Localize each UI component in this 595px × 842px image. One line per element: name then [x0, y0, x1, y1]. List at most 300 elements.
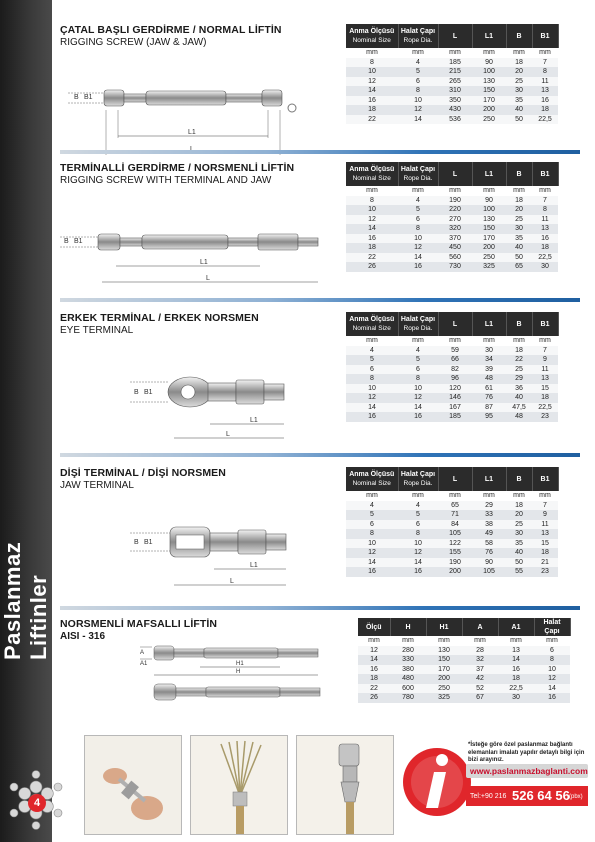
- table-cell: 40: [506, 105, 532, 115]
- table-cell: 320: [438, 224, 472, 234]
- table-cell: 12: [398, 548, 438, 558]
- table-cell: 8: [398, 224, 438, 234]
- unit-cell: mm: [346, 186, 398, 196]
- table-cell: 71: [438, 510, 472, 520]
- table-header-rope: Halat Çapı Rope Dia.: [398, 312, 438, 336]
- table-cell: 90: [472, 196, 506, 206]
- table-cell: 5: [346, 510, 398, 520]
- table-row: [346, 567, 558, 577]
- table-header: A1: [498, 618, 534, 636]
- spec-table: [346, 467, 559, 577]
- table-cell: 5: [398, 510, 438, 520]
- sidebar: [0, 0, 52, 842]
- unit-cell: mm: [506, 336, 532, 346]
- table-header-B1: B1: [532, 24, 558, 48]
- table-cell: 5: [398, 205, 438, 215]
- svg-text:H: H: [236, 669, 241, 675]
- table-row: [346, 346, 558, 356]
- table-row: [346, 253, 558, 263]
- table-cell: 13: [532, 86, 558, 96]
- unit-cell: mm: [346, 336, 398, 346]
- section-divider: [60, 453, 580, 457]
- table-cell: 29: [472, 501, 506, 511]
- sidebar-title: Paslanmaz Liftinler: [0, 541, 51, 660]
- table-cell: 270: [438, 215, 472, 225]
- table-row: [358, 655, 570, 665]
- svg-text:L: L: [226, 431, 230, 438]
- table-cell: 61: [472, 384, 506, 394]
- table-cell: 9: [532, 510, 558, 520]
- table-cell: 20: [506, 67, 532, 77]
- table-row: [346, 86, 558, 96]
- svg-text:A: A: [140, 650, 145, 656]
- table-cell: 29: [506, 374, 532, 384]
- unit-cell: mm: [532, 48, 558, 58]
- table-cell: 14: [358, 655, 390, 665]
- table-cell: 38: [472, 520, 506, 530]
- table-cell: 10: [346, 539, 398, 549]
- table-cell: 87: [472, 403, 506, 413]
- table-cell: 96: [438, 374, 472, 384]
- table-cell: 16: [346, 567, 398, 577]
- unit-cell: mm: [438, 48, 472, 58]
- table-cell: 30: [506, 529, 532, 539]
- section-title: DİŞİ TERMİNAL / DİŞİ NORSMEN: [60, 467, 226, 479]
- table-cell: 4: [346, 501, 398, 511]
- table-row: [346, 67, 558, 77]
- spec-table: [346, 162, 559, 272]
- section-subtitle: JAW TERMINAL: [60, 480, 134, 491]
- table-cell: 23: [532, 567, 558, 577]
- table-row: [346, 412, 558, 422]
- table-cell: 90: [472, 58, 506, 68]
- table-header-size: Anma Ölçüsü Nominal Size: [346, 24, 398, 48]
- table-cell: 11: [532, 365, 558, 375]
- table-cell: 18: [506, 501, 532, 511]
- table-cell: 200: [438, 567, 472, 577]
- table-cell: 11: [532, 215, 558, 225]
- table-row: [346, 403, 558, 413]
- table-cell: 536: [438, 115, 472, 125]
- section-terminal-jaw: [60, 162, 580, 292]
- table-cell: 14: [398, 403, 438, 413]
- table-cell: 33: [472, 510, 506, 520]
- table-cell: 8: [346, 58, 398, 68]
- table-cell: 430: [438, 105, 472, 115]
- table-cell: 480: [390, 674, 426, 684]
- table-cell: 10: [398, 539, 438, 549]
- table-cell: 20: [506, 205, 532, 215]
- table-cell: 35: [506, 539, 532, 549]
- table-row: [346, 539, 558, 549]
- table-cell: 16: [498, 665, 534, 675]
- table-cell: 8: [534, 655, 570, 665]
- table-header-B: B: [506, 24, 532, 48]
- table-cell: 34: [472, 355, 506, 365]
- table-cell: 150: [426, 655, 462, 665]
- section-subtitle: EYE TERMINAL: [60, 325, 134, 336]
- table-cell: 14: [498, 655, 534, 665]
- table-header-L: L: [438, 162, 472, 186]
- table-cell: 22: [506, 355, 532, 365]
- unit-cell: mm: [472, 336, 506, 346]
- table-cell: 16: [346, 412, 398, 422]
- unit-cell: mm: [398, 491, 438, 501]
- phone-suffix: (pbx): [569, 794, 583, 800]
- table-cell: 12: [346, 215, 398, 225]
- table-row: [346, 374, 558, 384]
- section-toggle-rigging: [60, 618, 580, 730]
- unit-cell: mm: [398, 336, 438, 346]
- svg-text:L: L: [230, 578, 234, 585]
- section-jaw-terminal: [60, 467, 580, 602]
- table-cell: 18: [532, 243, 558, 253]
- table-cell: 18: [498, 674, 534, 684]
- table-cell: 215: [438, 67, 472, 77]
- table-cell: 380: [390, 665, 426, 675]
- table-cell: 95: [472, 412, 506, 422]
- table-cell: 12: [398, 393, 438, 403]
- table-cell: 25: [506, 77, 532, 87]
- unit-cell: mm: [398, 48, 438, 58]
- table-cell: 265: [438, 77, 472, 87]
- unit-cell: mm: [506, 491, 532, 501]
- table-header-L: L: [438, 24, 472, 48]
- table-cell: 21: [532, 558, 558, 568]
- section-subtitle: RIGGING SCREW WITH TERMINAL AND JAW: [60, 175, 272, 186]
- table-cell: 14: [346, 224, 398, 234]
- table-cell: 150: [472, 86, 506, 96]
- table-cell: 330: [390, 655, 426, 665]
- table-cell: 16: [398, 262, 438, 272]
- table-row: [346, 58, 558, 68]
- table-cell: 6: [398, 520, 438, 530]
- table-header-B1: B1: [532, 312, 558, 336]
- table-cell: 105: [472, 567, 506, 577]
- table-row: [358, 684, 570, 694]
- table-cell: 13: [532, 374, 558, 384]
- table-cell: 35: [506, 234, 532, 244]
- eye-terminal-drawing: [130, 366, 345, 446]
- svg-text:A1: A1: [140, 661, 148, 667]
- table-cell: 190: [438, 558, 472, 568]
- phone-number[interactable]: 526 64 56: [512, 788, 570, 803]
- table-cell: 10: [398, 96, 438, 106]
- table-cell: 16: [346, 234, 398, 244]
- table-header-size: Anma Ölçüsü Nominal Size: [346, 312, 398, 336]
- table-header-B: B: [506, 467, 532, 491]
- jaw-terminal-drawing: [130, 517, 345, 597]
- table-cell: 18: [346, 105, 398, 115]
- table-cell: 200: [426, 674, 462, 684]
- table-row: [346, 501, 558, 511]
- section-divider: [60, 298, 580, 302]
- table-cell: 16: [346, 96, 398, 106]
- section-eye-terminal: [60, 312, 580, 447]
- unit-cell: mm: [532, 491, 558, 501]
- table-row: [346, 365, 558, 375]
- table-row: [346, 105, 558, 115]
- table-cell: 18: [358, 674, 390, 684]
- table-header-B: B: [506, 162, 532, 186]
- table-cell: 65: [438, 501, 472, 511]
- table-cell: 10: [398, 234, 438, 244]
- table-row: [358, 646, 570, 656]
- table-cell: 14: [398, 558, 438, 568]
- svg-text:B: B: [74, 94, 79, 101]
- table-row: [358, 693, 570, 703]
- svg-text:L1: L1: [188, 129, 196, 136]
- table-cell: 18: [346, 243, 398, 253]
- svg-text:B1: B1: [74, 238, 83, 245]
- table-cell: 6: [398, 365, 438, 375]
- table-row: [346, 243, 558, 253]
- svg-text:L1: L1: [200, 259, 208, 266]
- svg-text:B: B: [134, 539, 139, 546]
- unit-cell: mm: [426, 636, 462, 646]
- table-cell: 30: [506, 86, 532, 96]
- table-cell: 35: [506, 96, 532, 106]
- table-cell: 560: [438, 253, 472, 263]
- table-cell: 250: [472, 115, 506, 125]
- table-cell: 59: [438, 346, 472, 356]
- photo-wire-strands: [190, 735, 288, 835]
- table-header-rope: Halat Çapı Rope Dia.: [398, 467, 438, 491]
- unit-cell: mm: [398, 186, 438, 196]
- table-cell: 310: [438, 86, 472, 96]
- table-cell: 4: [398, 58, 438, 68]
- table-cell: 8: [398, 86, 438, 96]
- table-cell: 325: [426, 693, 462, 703]
- table-cell: 22,5: [498, 684, 534, 694]
- table-cell: 8: [398, 529, 438, 539]
- table-cell: 730: [438, 262, 472, 272]
- table-cell: 11: [532, 520, 558, 530]
- table-header: H: [390, 618, 426, 636]
- svg-text:B: B: [64, 238, 69, 245]
- table-cell: 10: [346, 384, 398, 394]
- table-cell: 185: [438, 412, 472, 422]
- table-cell: 30: [498, 693, 534, 703]
- table-cell: 220: [438, 205, 472, 215]
- table-cell: 122: [438, 539, 472, 549]
- table-cell: 48: [472, 374, 506, 384]
- table-cell: 49: [472, 529, 506, 539]
- table-cell: 50: [506, 253, 532, 263]
- table-cell: 22: [358, 684, 390, 694]
- table-cell: 48: [506, 412, 532, 422]
- table-cell: 105: [438, 529, 472, 539]
- table-cell: 600: [390, 684, 426, 694]
- table-cell: 66: [438, 355, 472, 365]
- table-cell: 7: [532, 196, 558, 206]
- unit-cell: mm: [506, 186, 532, 196]
- table-cell: 200: [472, 105, 506, 115]
- table-cell: 350: [438, 96, 472, 106]
- unit-cell: mm: [472, 491, 506, 501]
- table-cell: 40: [506, 243, 532, 253]
- table-cell: 5: [346, 355, 398, 365]
- table-cell: 84: [438, 520, 472, 530]
- unit-cell: mm: [438, 491, 472, 501]
- table-cell: 13: [532, 529, 558, 539]
- table-cell: 370: [438, 234, 472, 244]
- contact-ad: [400, 738, 590, 824]
- svg-text:L: L: [206, 275, 210, 282]
- table-cell: 26: [346, 262, 398, 272]
- table-cell: 14: [346, 86, 398, 96]
- table-cell: 170: [472, 96, 506, 106]
- unit-cell: mm: [346, 491, 398, 501]
- table-cell: 10: [398, 384, 438, 394]
- website-link[interactable]: www.paslanmazbaglanti.com: [470, 766, 588, 776]
- table-cell: 8: [346, 529, 398, 539]
- table-row: [346, 77, 558, 87]
- table-cell: 18: [506, 58, 532, 68]
- table-cell: 130: [426, 646, 462, 656]
- table-row: [346, 215, 558, 225]
- svg-text:B1: B1: [144, 389, 153, 396]
- table-cell: 250: [472, 253, 506, 263]
- table-cell: 14: [346, 403, 398, 413]
- table-cell: 14: [398, 253, 438, 263]
- table-cell: 6: [346, 520, 398, 530]
- table-row: [346, 548, 558, 558]
- table-cell: 28: [462, 646, 498, 656]
- table-cell: 15: [532, 384, 558, 394]
- table-cell: 16: [398, 412, 438, 422]
- unit-cell: mm: [506, 48, 532, 58]
- table-cell: 120: [438, 384, 472, 394]
- section-divider: [60, 606, 580, 610]
- table-header-B1: B1: [532, 467, 558, 491]
- table-cell: 58: [472, 539, 506, 549]
- table-cell: 25: [506, 215, 532, 225]
- unit-cell: mm: [390, 636, 426, 646]
- table-cell: 130: [472, 215, 506, 225]
- table-row: [358, 665, 570, 675]
- table-header-L1: L1: [472, 467, 506, 491]
- table-row: [346, 115, 558, 125]
- table-cell: 12: [346, 393, 398, 403]
- table-cell: 42: [462, 674, 498, 684]
- table-cell: 6: [398, 215, 438, 225]
- table-cell: 22,5: [532, 253, 558, 263]
- table-cell: 10: [346, 205, 398, 215]
- table-row: [346, 393, 558, 403]
- table-cell: 76: [472, 393, 506, 403]
- unit-cell: mm: [462, 636, 498, 646]
- table-cell: 25: [506, 520, 532, 530]
- table-header: Ölçü: [358, 618, 390, 636]
- table-row: [346, 234, 558, 244]
- table-cell: 4: [346, 346, 398, 356]
- table-cell: 9: [532, 355, 558, 365]
- table-cell: 50: [506, 558, 532, 568]
- section-title: TERMİNALLİ GERDİRME / NORSMENLİ LİFTİN: [60, 162, 295, 174]
- spec-table: [346, 312, 559, 422]
- table-cell: 30: [472, 346, 506, 356]
- table-cell: 8: [532, 205, 558, 215]
- table-cell: 13: [498, 646, 534, 656]
- table-cell: 10: [534, 665, 570, 675]
- table-cell: 40: [506, 393, 532, 403]
- table-cell: 32: [462, 655, 498, 665]
- table-cell: 200: [472, 243, 506, 253]
- table-cell: 190: [438, 196, 472, 206]
- table-cell: 12: [534, 674, 570, 684]
- table-header-L: L: [438, 312, 472, 336]
- table-cell: 4: [398, 501, 438, 511]
- table-cell: 15: [532, 539, 558, 549]
- table-cell: 23: [532, 412, 558, 422]
- table-row: [346, 510, 558, 520]
- unit-cell: mm: [498, 636, 534, 646]
- table-cell: 8: [346, 196, 398, 206]
- svg-text:B: B: [134, 389, 139, 396]
- table-cell: 30: [532, 262, 558, 272]
- ad-note: *İsteğe göre özel paslanmaz bağlantı elemanları imalatı yapılır detaylı bilgi için bizi arayınız.: [468, 742, 585, 763]
- photo-terminal-fitting: [296, 735, 394, 835]
- table-cell: 5: [398, 67, 438, 77]
- table-cell: 8: [532, 67, 558, 77]
- unit-cell: mm: [358, 636, 390, 646]
- table-row: [358, 674, 570, 684]
- table-cell: 250: [426, 684, 462, 694]
- table-cell: 18: [532, 393, 558, 403]
- jaw-jaw-drawing: [68, 80, 333, 160]
- section-title: ERKEK TERMİNAL / ERKEK NORSMEN: [60, 312, 259, 324]
- table-cell: 82: [438, 365, 472, 375]
- table-row: [346, 558, 558, 568]
- table-header-rope: Halat Çapı Rope Dia.: [398, 162, 438, 186]
- unit-cell: mm: [532, 186, 558, 196]
- table-cell: 18: [506, 196, 532, 206]
- table-cell: 8: [346, 374, 398, 384]
- table-cell: 18: [506, 346, 532, 356]
- table-cell: 6: [398, 77, 438, 87]
- table-cell: 22: [346, 253, 398, 263]
- table-cell: 7: [532, 346, 558, 356]
- unit-cell: mm: [532, 336, 558, 346]
- table-cell: 14: [398, 115, 438, 125]
- table-cell: 50: [506, 115, 532, 125]
- svg-text:B1: B1: [84, 94, 93, 101]
- table-cell: 100: [472, 205, 506, 215]
- section-title: ÇATAL BAŞLI GERDİRME / NORMAL LİFTİN: [60, 24, 282, 36]
- table-header-size: Anma Ölçüsü Nominal Size: [346, 162, 398, 186]
- table-cell: 11: [532, 77, 558, 87]
- toggle-rigging-drawing: [140, 638, 330, 708]
- table-header-L1: L1: [472, 312, 506, 336]
- section-divider: [60, 150, 580, 154]
- table-row: [346, 96, 558, 106]
- table-cell: 10: [346, 67, 398, 77]
- unit-cell: mm: [438, 336, 472, 346]
- terminal-jaw-drawing: [60, 224, 335, 294]
- photo-assembly-hand: [84, 735, 182, 835]
- table-cell: 100: [472, 67, 506, 77]
- svg-text:L1: L1: [250, 417, 258, 424]
- svg-text:L1: L1: [250, 562, 258, 569]
- section-subtitle: AISI - 316: [60, 631, 106, 642]
- table-cell: 185: [438, 58, 472, 68]
- table-row: [346, 355, 558, 365]
- table-cell: 22,5: [532, 403, 558, 413]
- table-cell: 4: [398, 196, 438, 206]
- unit-cell: mm: [534, 636, 570, 646]
- spec-table: [346, 24, 559, 124]
